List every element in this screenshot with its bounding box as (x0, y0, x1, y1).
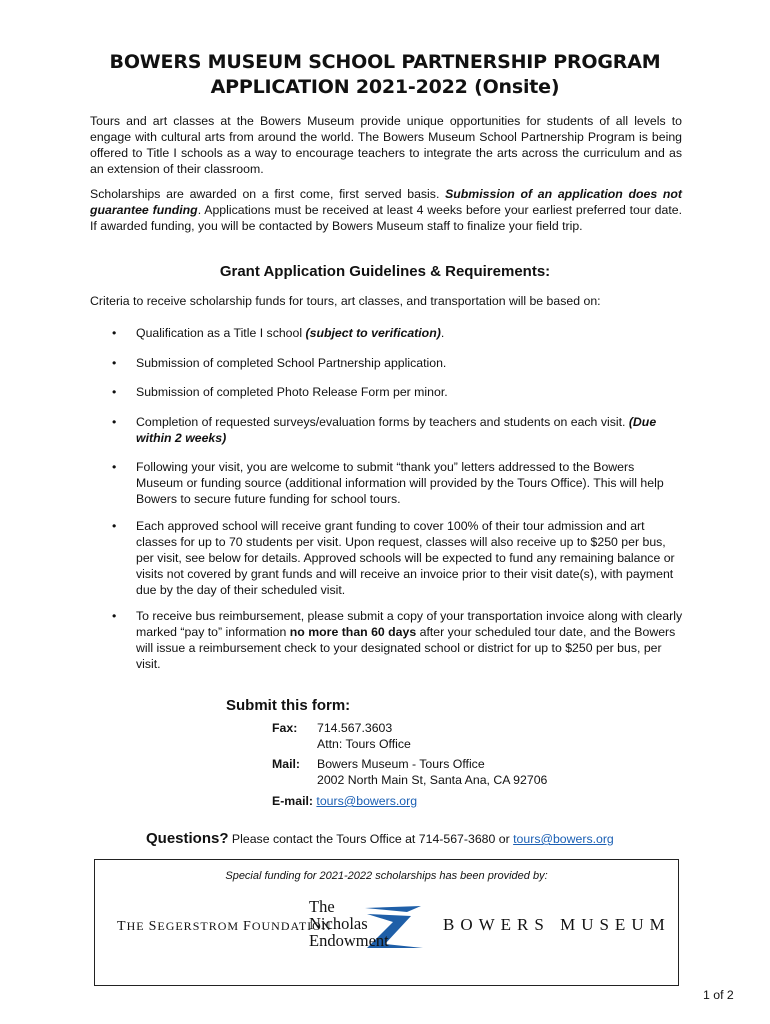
bullet-marker: • (112, 356, 117, 370)
title-line-1: BOWERS MUSEUM SCHOOL PARTNERSHIP PROGRAM (109, 51, 661, 73)
item-text: Each approved school will receive grant funding to cover 100% of their tour admission and art classes for up to 70 students per visit. Upon request, classes will also receive up to $250 per bus, per visit, see below for details. Approved schools will be expected to fund any remaining balance or visits not covered by grant funds and will receive an invoice prior to their visit date(s), with payment due by the day of their scheduled visit. (136, 519, 675, 597)
item-text-end: . (440, 326, 445, 340)
mail-details (317, 756, 547, 788)
item-emphasis: no more than 60 days (289, 625, 417, 639)
questions-label: Questions? (146, 830, 229, 847)
item-text: Qualification as a Title I school (136, 326, 306, 340)
segerstrom-foundation-logo: THE SEGERSTROM FOUNDATION (117, 919, 332, 934)
fax-attn: Attn: Tours Office (317, 737, 411, 751)
item-text: Submission of completed Photo Release Form per minor. (136, 385, 448, 399)
scholarships-emphasis: Submission of an application does not guarantee funding (90, 187, 682, 217)
questions-text: Please contact the Tours Office at 714-567-3680 or (228, 832, 514, 846)
mail-line-2: 2002 North Main St, Santa Ana, CA 92706 (317, 773, 548, 787)
fax-number: 714.567.3603 (317, 721, 393, 735)
item-text: Completion of requested surveys/evaluation forms by teachers and students on each visit. (136, 415, 629, 429)
title-line-2: APPLICATION 2021-2022 (Onsite) (210, 76, 560, 98)
item-text-end: after your scheduled tour date, and the Bowers will issue a reimbursement check to your designated school or district for up to $250 per bus, per visit. (136, 625, 676, 671)
item-text: Submission of completed School Partnership application. (136, 356, 447, 370)
item-emphasis: (Due within 2 weeks) (136, 415, 657, 445)
sponsors-note: Special funding for 2021-2022 scholarships has been provided by: (225, 870, 548, 882)
criteria-text: Criteria to receive scholarship funds for tours, art classes, and transportation will be based on: (90, 294, 601, 308)
scholarships-text-2: . Applications must be received at least 4 weeks before your earliest preferred tour date. If awarded funding, you will be contacted by Bowers Museum staff to finalize your field trip. (90, 203, 683, 233)
bullet-marker: • (112, 460, 117, 474)
questions-line (146, 830, 614, 847)
bowers-museum-logo: BOWERS MUSEUM (443, 915, 671, 934)
email-row (272, 793, 417, 809)
bullet-marker: • (112, 385, 117, 399)
questions-email-link[interactable]: tours@bowers.org (513, 832, 614, 846)
nicholas-endowment-logo: The Nicholas Endowment (309, 897, 389, 950)
bullet-marker: • (112, 519, 117, 533)
mail-line-1: Bowers Museum - Tours Office (317, 757, 485, 771)
mail-label: Mail: (272, 757, 301, 771)
fax-label: Fax: (272, 721, 298, 735)
bullet-marker: • (112, 326, 117, 340)
submit-heading: Submit this form: (226, 697, 351, 714)
item-text: Following your visit, you are welcome to submit “thank you” letters addressed to the Bowers Museum or funding source (additional information will provided by the Tours Office). This will help Bowers to secure future funding for school tours. (136, 460, 664, 506)
email-link[interactable]: tours@bowers.org (316, 794, 418, 808)
bullet-marker: • (112, 415, 117, 429)
page-number: 1 of 2 (703, 988, 734, 1002)
scholarships-paragraph (90, 186, 682, 234)
guidelines-heading: Grant Application Guidelines & Requirements: (219, 263, 551, 280)
fax-details (317, 720, 411, 752)
bullet-marker: • (112, 609, 117, 623)
item-text: To receive bus reimbursement, please submit a copy of your transportation invoice along with clearly marked “pay to” information (136, 609, 683, 639)
scholarships-text-1: Scholarships are awarded on a first come, first served basis. (90, 187, 446, 201)
email-label: E-mail: (272, 794, 313, 808)
sponsors-box (94, 859, 679, 986)
item-emphasis: (subject to verification) (305, 326, 441, 340)
intro-paragraph: Tours and art classes at the Bowers Museum provide unique opportunities for students of all levels to engage with cultural arts from around the world. The Bowers Museum School Partnership Program is being offered to Title I schools as a way to encourage teachers to integrate the arts across the curriculum and as an extension of their classroom. (90, 114, 682, 176)
page-title (0, 50, 770, 100)
